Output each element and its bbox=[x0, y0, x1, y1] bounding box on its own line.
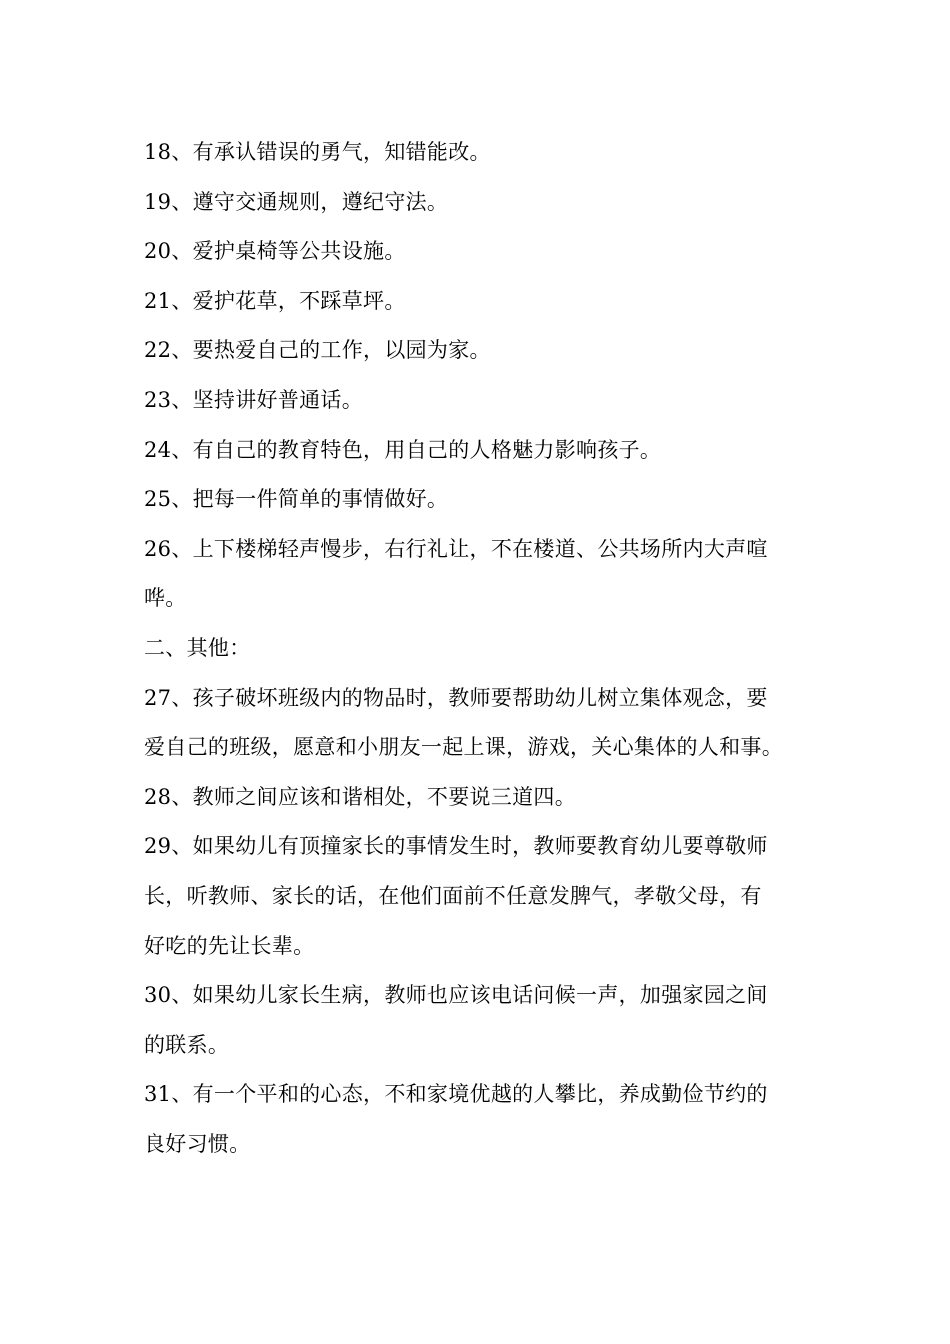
text-line: 21、爱护花草，不踩草坪。 bbox=[144, 288, 406, 313]
text-line: 29、如果幼儿有顶撞家长的事情发生时，教师要教育幼儿要尊敬师 bbox=[144, 834, 768, 859]
text-line: 19、遵守交通规则，遵纪守法。 bbox=[144, 189, 449, 214]
text-line: 28、教师之间应该和谐相处，不要说三道四。 bbox=[144, 784, 577, 809]
text-line: 27、孩子破坏班级内的物品时，教师要帮助幼儿树立集体观念，要 bbox=[144, 685, 768, 710]
text-line: 的联系。 bbox=[144, 1032, 230, 1057]
document-body bbox=[144, 128, 804, 1169]
text-line: 长，听教师、家长的话，在他们面前不任意发脾气，孝敬父母，有 bbox=[144, 883, 762, 908]
section-heading: 二、其他： bbox=[144, 635, 251, 660]
text-line: 好吃的先让长辈。 bbox=[144, 933, 315, 958]
text-line: 18、有承认错误的勇气，知错能改。 bbox=[144, 140, 491, 164]
text-line: 25、把每一件简单的事情做好。 bbox=[144, 487, 449, 512]
text-line: 22、要热爱自己的工作，以园为家。 bbox=[144, 338, 491, 363]
text-line: 良好习惯。 bbox=[144, 1131, 251, 1156]
text-line: 哗。 bbox=[144, 586, 187, 611]
text-line: 23、坚持讲好普通话。 bbox=[144, 387, 364, 412]
text-line: 26、上下楼梯轻声慢步，右行礼让，不在楼道、公共场所内大声喧 bbox=[144, 536, 768, 561]
text-line: 爱自己的班级，愿意和小朋友一起上课，游戏，关心集体的人和事。 bbox=[144, 735, 783, 760]
text-line: 31、有一个平和的心态，不和家境优越的人攀比，养成勤俭节约的 bbox=[144, 1082, 768, 1107]
text-line: 30、如果幼儿家长生病，教师也应该电话问候一声，加强家园之间 bbox=[144, 983, 768, 1008]
text-line: 24、有自己的教育特色，用自己的人格魅力影响孩子。 bbox=[144, 437, 662, 462]
text-line: 20、爱护桌椅等公共设施。 bbox=[144, 239, 406, 264]
